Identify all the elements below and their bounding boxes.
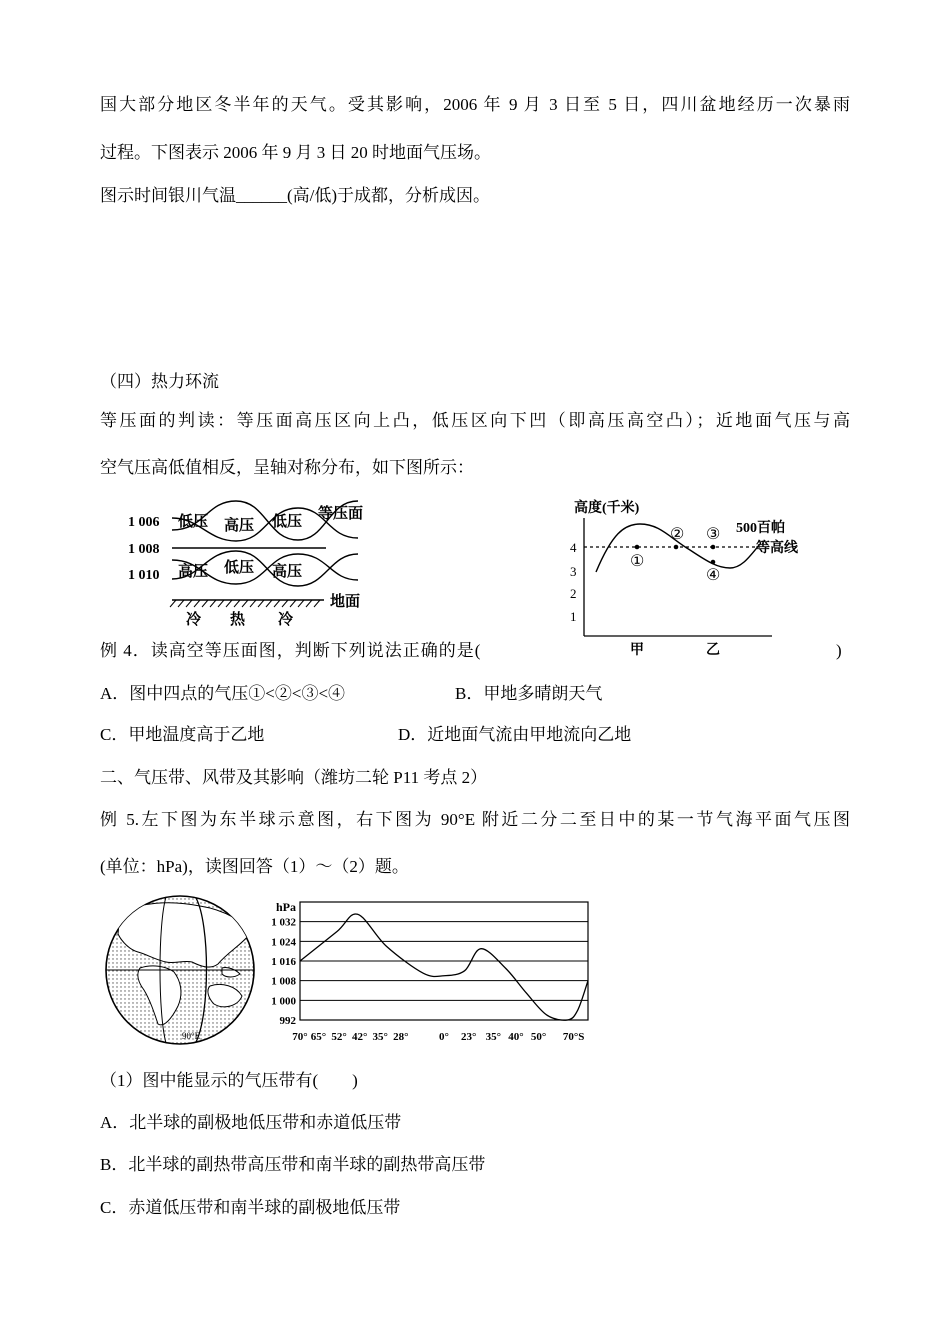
section-2-heading: 二、气压带、风带及其影响（潍坊二轮 P11 考点 2）: [100, 768, 488, 787]
lower-label-high-2: 高压: [272, 564, 303, 580]
example-4-question: 例 4．读高空等压面图，判断下列说法正确的是(: [100, 641, 482, 660]
label-contour: 等高线: [756, 541, 798, 556]
ytick-label: 992: [279, 1015, 296, 1027]
xtick-label: 35°: [485, 1031, 502, 1043]
pressure-line: [300, 914, 588, 1020]
xtick-label: 50°: [530, 1031, 547, 1043]
example-5-line-1: 例 5.左下图为东半球示意图，右下图为 90°E 附近二分二至日中的某一节气海平面气压图: [100, 810, 850, 829]
ytick-2: 2: [570, 586, 577, 601]
ytick-label: 1 024: [271, 936, 296, 949]
temp-label-cold-2: 冷: [278, 612, 294, 628]
example-4-option-d: D．近地面气流由甲地流向乙地: [398, 725, 632, 744]
xtick-label: 42°: [351, 1031, 368, 1043]
upper-isobar-height-figure: [560, 494, 830, 664]
height-axis-label: 高度(千米): [574, 501, 640, 516]
upper-label-high: 高压: [224, 518, 255, 534]
chart-ylabel: hPa: [276, 900, 297, 914]
lower-label-high-1: 高压: [178, 564, 209, 580]
ytick-label: 1 032: [271, 916, 296, 929]
question-1-option-a: A．北半球的副极地低压带和赤道低压带: [100, 1113, 402, 1132]
point-1: [635, 545, 640, 550]
isobar-value-1006: 1 006: [128, 515, 160, 530]
example-4-option-c: C．甲地温度高于乙地: [100, 725, 265, 744]
question-yinchuan: 图示时间银川气温______(高/低)于成都，分析成因。: [100, 186, 491, 205]
point-3: [711, 545, 716, 550]
point-label-4: ④: [706, 567, 721, 584]
example-4-close-paren: ): [836, 641, 842, 660]
isobar-explanation-line-1: 等压面的判读：等压面高压区向上凸，低压区向下凹（即高压高空凸）；近地面气压与高: [100, 411, 850, 430]
eastern-hemisphere-globe: [100, 894, 262, 1046]
ytick-label: 1 008: [271, 975, 296, 988]
question-1-option-b: B．北半球的副热带高压带和南半球的副热带高压带: [100, 1155, 486, 1174]
ytick-label: 1 016: [271, 956, 296, 968]
example-5-line-2: (单位：hPa)，读图回答（1）～（2）题。: [100, 857, 409, 876]
question-1-option-c: C．赤道低压带和南半球的副极地低压带: [100, 1198, 401, 1217]
ytick-label: 1 000: [271, 995, 296, 1008]
upper-label-low-2: 低压: [272, 514, 303, 530]
isobar-surface-label: 等压面: [318, 506, 364, 522]
text-line-2: 过程。下图表示 2006 年 9 月 3 日 20 时地面气压场。: [100, 143, 491, 162]
point-4: [711, 560, 716, 565]
point-label-2: ②: [670, 526, 685, 543]
temp-label-hot: 热: [230, 612, 246, 628]
chart-grid: [300, 902, 588, 1020]
meridian-label: 90°E: [182, 1031, 201, 1041]
xlabel-yi: 乙: [706, 643, 720, 658]
isobar-value-1010: 1 010: [128, 568, 160, 583]
xtick-label: 70°: [292, 1031, 308, 1043]
point-label-3: ③: [706, 526, 721, 543]
temp-label-cold-1: 冷: [186, 612, 202, 628]
xtick-label: 23°: [460, 1031, 477, 1043]
ytick-4: 4: [570, 540, 577, 555]
point-2: [674, 545, 679, 550]
xlabel-jia: 甲: [630, 643, 644, 658]
upper-label-low-1: 低压: [178, 514, 209, 530]
isobar-explanation-line-2: 空气压高低值相反，呈轴对称分布，如下图所示：: [100, 458, 474, 477]
xtick-label: 40°: [508, 1031, 524, 1043]
section-heading-thermal-circulation: （四）热力环流: [100, 372, 219, 391]
xtick-label: 35°: [372, 1031, 388, 1043]
chart-yticks: [271, 917, 296, 1027]
lower-label-low: 低压: [224, 560, 255, 576]
ytick-1: 1: [570, 609, 577, 624]
sea-level-pressure-chart: [262, 894, 597, 1056]
point-label-1: ①: [630, 553, 645, 570]
example-4-option-a: A．图中四点的气压①<②<③<④: [100, 684, 346, 703]
xtick-label: 0°: [439, 1031, 449, 1043]
isobar-value-1008: 1 008: [128, 542, 160, 557]
ground-label: 地面: [330, 594, 361, 610]
chart-xticks: [292, 1031, 584, 1043]
example-4-option-b: B．甲地多晴朗天气: [455, 684, 603, 703]
ground-hatching: [170, 600, 320, 607]
xtick-label: 52°: [331, 1031, 347, 1043]
question-1: （1）图中能显示的气压带有( ): [100, 1071, 358, 1090]
text-line-1: 国大部分地区冬半年的天气。受其影响，2006 年 9 月 3 日至 5 日，四川盆地经历一次暴雨: [100, 95, 850, 114]
xtick-label: 70°S: [562, 1031, 585, 1043]
xtick-label: 28°: [393, 1031, 409, 1043]
label-500hpa: 500百帕: [736, 521, 785, 536]
isobar-surface-figure: [120, 496, 390, 631]
xtick-label: 65°: [310, 1031, 327, 1043]
ytick-3: 3: [570, 564, 577, 579]
